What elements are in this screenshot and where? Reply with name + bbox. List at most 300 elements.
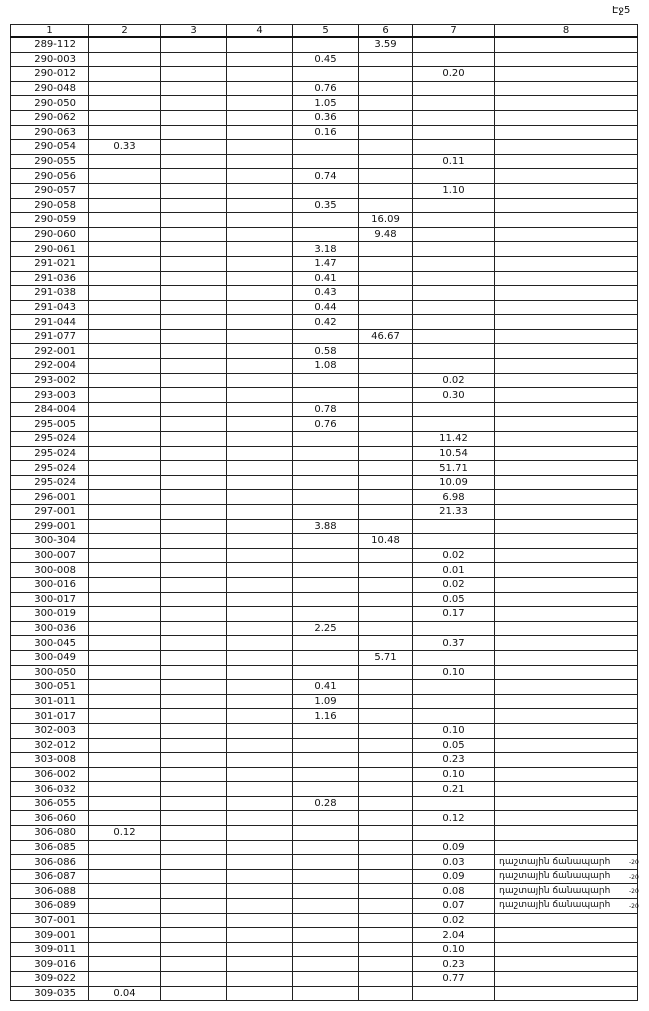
note-text: դաշտային ճանապարհ	[499, 900, 611, 911]
area-cell	[359, 67, 413, 82]
area-cell	[161, 227, 227, 242]
area-cell	[89, 563, 161, 578]
area-cell	[161, 782, 227, 797]
area-cell	[227, 140, 293, 155]
table-row	[11, 986, 638, 1001]
area-cell	[359, 505, 413, 520]
area-cell	[227, 373, 293, 388]
area-cell: 0.05	[413, 592, 495, 607]
table-row	[11, 256, 638, 271]
area-cell	[413, 402, 495, 417]
note-cell	[495, 227, 638, 242]
parcel-code-cell: 289-112	[11, 37, 89, 52]
note-cell	[495, 519, 638, 534]
parcel-code-cell: 290-054	[11, 140, 89, 155]
area-cell: 0.05	[413, 738, 495, 753]
area-cell	[359, 110, 413, 125]
area-cell: 2.04	[413, 928, 495, 943]
area-cell: 0.20	[413, 67, 495, 82]
area-cell	[293, 67, 359, 82]
area-cell: 5.71	[359, 650, 413, 665]
area-cell	[227, 680, 293, 695]
area-cell	[293, 650, 359, 665]
area-cell	[89, 782, 161, 797]
area-cell	[293, 869, 359, 884]
parcel-code-cell: 290-058	[11, 198, 89, 213]
note-cell	[495, 373, 638, 388]
area-cell	[293, 928, 359, 943]
area-cell	[359, 315, 413, 330]
parcel-code-cell: 309-001	[11, 928, 89, 943]
area-cell	[293, 154, 359, 169]
area-cell: 0.74	[293, 169, 359, 184]
parcel-code-cell: 291-036	[11, 271, 89, 286]
area-cell	[161, 198, 227, 213]
area-cell	[161, 67, 227, 82]
table-row	[11, 796, 638, 811]
table-row	[11, 826, 638, 841]
area-cell	[227, 125, 293, 140]
table-row	[11, 884, 638, 899]
area-cell	[359, 840, 413, 855]
parcel-code-cell: 290-056	[11, 169, 89, 184]
parcel-code-cell: 291-021	[11, 256, 89, 271]
parcel-code-cell: 290-059	[11, 213, 89, 228]
column-header: 4	[227, 25, 293, 38]
area-cell	[161, 329, 227, 344]
land-parcel-table	[10, 24, 638, 1001]
area-cell	[293, 738, 359, 753]
table-row	[11, 96, 638, 111]
area-cell	[413, 826, 495, 841]
area-cell	[359, 928, 413, 943]
area-cell	[161, 417, 227, 432]
note-suffix: -20	[629, 859, 639, 867]
table-row	[11, 840, 638, 855]
area-cell: 1.16	[293, 709, 359, 724]
area-cell	[89, 636, 161, 651]
area-cell: 10.09	[413, 475, 495, 490]
area-cell	[227, 461, 293, 476]
area-cell	[227, 913, 293, 928]
area-cell	[89, 972, 161, 987]
area-cell	[413, 300, 495, 315]
parcel-code-cell: 284-004	[11, 402, 89, 417]
area-cell	[227, 607, 293, 622]
area-cell	[293, 782, 359, 797]
area-cell	[359, 271, 413, 286]
area-cell: 11.42	[413, 432, 495, 447]
area-cell: 0.11	[413, 154, 495, 169]
area-cell	[413, 286, 495, 301]
table-row	[11, 169, 638, 184]
table-row	[11, 213, 638, 228]
area-cell	[89, 388, 161, 403]
area-cell	[89, 869, 161, 884]
area-cell	[359, 767, 413, 782]
table-row	[11, 110, 638, 125]
table-row	[11, 972, 638, 987]
area-cell	[359, 636, 413, 651]
area-cell	[89, 256, 161, 271]
table-row	[11, 548, 638, 563]
note-cell	[495, 796, 638, 811]
area-cell: 0.35	[293, 198, 359, 213]
area-cell	[293, 548, 359, 563]
note-cell	[495, 490, 638, 505]
area-cell	[293, 826, 359, 841]
area-cell	[227, 344, 293, 359]
note-cell	[495, 154, 638, 169]
area-cell	[89, 125, 161, 140]
area-cell	[89, 373, 161, 388]
area-cell	[89, 519, 161, 534]
area-cell	[359, 125, 413, 140]
area-cell	[359, 417, 413, 432]
table-row	[11, 899, 638, 914]
area-cell	[161, 169, 227, 184]
area-cell	[359, 52, 413, 67]
parcel-code-cell: 290-012	[11, 67, 89, 82]
area-cell	[359, 986, 413, 1001]
area-cell	[227, 271, 293, 286]
area-cell	[89, 767, 161, 782]
note-cell	[495, 256, 638, 271]
area-cell	[161, 534, 227, 549]
note-cell	[495, 402, 638, 417]
note-cell	[495, 709, 638, 724]
area-cell	[293, 840, 359, 855]
area-cell	[359, 869, 413, 884]
area-cell	[227, 753, 293, 768]
area-cell	[161, 490, 227, 505]
area-cell	[359, 621, 413, 636]
area-cell	[227, 840, 293, 855]
area-cell	[227, 826, 293, 841]
note-cell	[495, 125, 638, 140]
area-cell	[359, 709, 413, 724]
area-cell	[227, 37, 293, 52]
note-cell	[495, 242, 638, 257]
area-cell	[89, 811, 161, 826]
area-cell	[359, 694, 413, 709]
area-cell	[359, 592, 413, 607]
area-cell	[161, 300, 227, 315]
note-cell	[495, 67, 638, 82]
table-row	[11, 52, 638, 67]
parcel-code-cell: 300-036	[11, 621, 89, 636]
area-cell	[359, 490, 413, 505]
parcel-code-cell: 301-011	[11, 694, 89, 709]
area-cell	[227, 782, 293, 797]
parcel-code-cell: 296-001	[11, 490, 89, 505]
header-row	[11, 25, 638, 38]
parcel-code-cell: 300-050	[11, 665, 89, 680]
area-cell	[227, 869, 293, 884]
area-cell	[359, 96, 413, 111]
table-row	[11, 592, 638, 607]
area-cell	[161, 402, 227, 417]
area-cell	[293, 811, 359, 826]
note-cell	[495, 942, 638, 957]
area-cell: 0.42	[293, 315, 359, 330]
area-cell	[89, 461, 161, 476]
note-cell	[495, 359, 638, 374]
note-cell	[495, 52, 638, 67]
area-cell	[359, 972, 413, 987]
area-cell	[359, 475, 413, 490]
area-cell	[359, 373, 413, 388]
area-cell	[161, 475, 227, 490]
area-cell	[227, 577, 293, 592]
note-cell	[495, 96, 638, 111]
note-cell	[495, 446, 638, 461]
area-cell: 0.44	[293, 300, 359, 315]
note-cell	[495, 972, 638, 987]
area-cell	[227, 256, 293, 271]
parcel-code-cell: 290-055	[11, 154, 89, 169]
area-cell	[359, 577, 413, 592]
area-cell	[413, 359, 495, 374]
column-header: 5	[293, 25, 359, 38]
table-row	[11, 490, 638, 505]
parcel-code-cell: 290-061	[11, 242, 89, 257]
area-cell	[161, 972, 227, 987]
area-cell	[161, 125, 227, 140]
area-cell: 0.08	[413, 884, 495, 899]
area-cell	[293, 461, 359, 476]
area-cell	[161, 548, 227, 563]
area-cell: 1.09	[293, 694, 359, 709]
parcel-code-cell: 301-017	[11, 709, 89, 724]
area-cell	[359, 796, 413, 811]
area-cell	[161, 96, 227, 111]
table-row	[11, 461, 638, 476]
table-row	[11, 432, 638, 447]
area-cell: 10.54	[413, 446, 495, 461]
area-cell	[293, 446, 359, 461]
note-cell	[495, 344, 638, 359]
area-cell	[359, 519, 413, 534]
table-row	[11, 286, 638, 301]
note-suffix: -20	[629, 888, 639, 896]
note-cell	[495, 563, 638, 578]
area-cell	[161, 242, 227, 257]
area-cell	[227, 928, 293, 943]
area-cell	[89, 884, 161, 899]
area-cell	[227, 359, 293, 374]
parcel-code-cell: 306-080	[11, 826, 89, 841]
area-cell: 0.04	[89, 986, 161, 1001]
area-cell	[161, 505, 227, 520]
area-cell: 0.30	[413, 388, 495, 403]
area-cell	[89, 548, 161, 563]
area-cell: 0.03	[413, 855, 495, 870]
area-cell	[227, 52, 293, 67]
area-cell	[293, 884, 359, 899]
area-cell	[413, 680, 495, 695]
area-cell	[413, 271, 495, 286]
area-cell: 0.28	[293, 796, 359, 811]
area-cell	[227, 884, 293, 899]
parcel-code-cell: 300-051	[11, 680, 89, 695]
table-row	[11, 855, 638, 870]
note-cell	[495, 271, 638, 286]
area-cell	[293, 972, 359, 987]
area-cell	[359, 344, 413, 359]
area-cell	[293, 140, 359, 155]
area-cell	[227, 534, 293, 549]
table-row	[11, 154, 638, 169]
area-cell	[413, 534, 495, 549]
area-cell: 0.21	[413, 782, 495, 797]
area-cell	[89, 855, 161, 870]
note-cell	[495, 140, 638, 155]
area-cell	[293, 913, 359, 928]
area-cell	[89, 198, 161, 213]
area-cell	[161, 942, 227, 957]
area-cell	[161, 213, 227, 228]
note-cell	[495, 548, 638, 563]
area-cell	[359, 256, 413, 271]
area-cell	[227, 665, 293, 680]
area-cell	[293, 534, 359, 549]
table-row	[11, 417, 638, 432]
table-row	[11, 767, 638, 782]
area-cell	[227, 942, 293, 957]
note-cell	[495, 694, 638, 709]
parcel-code-cell: 290-048	[11, 81, 89, 96]
area-cell	[293, 227, 359, 242]
note-cell	[495, 461, 638, 476]
table-row	[11, 227, 638, 242]
note-cell	[495, 315, 638, 330]
area-cell	[413, 650, 495, 665]
table-row	[11, 373, 638, 388]
parcel-code-cell: 293-003	[11, 388, 89, 403]
area-cell	[89, 680, 161, 695]
note-cell	[495, 475, 638, 490]
area-cell: 0.16	[293, 125, 359, 140]
area-cell	[359, 432, 413, 447]
area-cell: 0.10	[413, 723, 495, 738]
area-cell	[89, 359, 161, 374]
area-cell	[359, 782, 413, 797]
note-cell	[495, 636, 638, 651]
note-cell	[495, 37, 638, 52]
table-body	[11, 37, 638, 1001]
area-cell	[359, 183, 413, 198]
table-row	[11, 811, 638, 826]
area-cell	[413, 315, 495, 330]
parcel-code-cell: 307-001	[11, 913, 89, 928]
area-cell	[227, 592, 293, 607]
area-cell	[359, 753, 413, 768]
parcel-code-cell: 295-024	[11, 475, 89, 490]
area-cell	[89, 490, 161, 505]
table-row	[11, 402, 638, 417]
parcel-code-cell: 302-003	[11, 723, 89, 738]
area-cell	[227, 315, 293, 330]
area-cell	[413, 140, 495, 155]
table-row	[11, 344, 638, 359]
area-cell	[359, 607, 413, 622]
table-row	[11, 665, 638, 680]
parcel-code-cell: 300-304	[11, 534, 89, 549]
area-cell: 0.12	[89, 826, 161, 841]
area-cell	[413, 986, 495, 1001]
note-cell	[495, 986, 638, 1001]
column-header: 8	[495, 25, 638, 38]
area-cell	[227, 636, 293, 651]
parcel-code-cell: 306-002	[11, 767, 89, 782]
area-cell	[161, 650, 227, 665]
table-row	[11, 563, 638, 578]
area-cell	[89, 796, 161, 811]
area-cell	[161, 884, 227, 899]
note-suffix: -20	[629, 873, 639, 881]
note-text: դաշտային ճանապարհ	[499, 856, 611, 867]
area-cell	[89, 402, 161, 417]
area-cell	[359, 665, 413, 680]
area-cell	[359, 359, 413, 374]
note-cell	[495, 198, 638, 213]
area-cell	[413, 227, 495, 242]
table-row	[11, 709, 638, 724]
area-cell: 1.05	[293, 96, 359, 111]
area-cell: 0.17	[413, 607, 495, 622]
table-row	[11, 650, 638, 665]
area-cell	[359, 913, 413, 928]
note-cell	[495, 388, 638, 403]
area-cell	[227, 183, 293, 198]
area-cell	[359, 388, 413, 403]
note-cell	[495, 884, 638, 899]
parcel-code-cell: 293-002	[11, 373, 89, 388]
area-cell: 2.25	[293, 621, 359, 636]
parcel-code-cell: 306-032	[11, 782, 89, 797]
parcel-code-cell: 300-008	[11, 563, 89, 578]
table-row	[11, 869, 638, 884]
parcel-code-cell: 297-001	[11, 505, 89, 520]
area-cell	[413, 37, 495, 52]
parcel-code-cell: 309-022	[11, 972, 89, 987]
area-cell	[413, 417, 495, 432]
area-cell	[89, 37, 161, 52]
parcel-code-cell: 292-001	[11, 344, 89, 359]
area-cell	[161, 110, 227, 125]
area-cell: 0.41	[293, 271, 359, 286]
area-cell	[161, 607, 227, 622]
area-cell	[161, 665, 227, 680]
area-cell: 0.10	[413, 767, 495, 782]
area-cell: 51.71	[413, 461, 495, 476]
area-cell	[227, 475, 293, 490]
note-cell	[495, 505, 638, 520]
area-cell	[359, 680, 413, 695]
area-cell	[161, 446, 227, 461]
parcel-code-cell: 290-062	[11, 110, 89, 125]
note-cell	[495, 607, 638, 622]
parcel-code-cell: 306-088	[11, 884, 89, 899]
area-cell	[161, 140, 227, 155]
area-cell	[161, 388, 227, 403]
area-cell	[293, 183, 359, 198]
area-cell	[161, 183, 227, 198]
area-cell	[413, 796, 495, 811]
area-cell	[227, 446, 293, 461]
note-cell	[495, 928, 638, 943]
